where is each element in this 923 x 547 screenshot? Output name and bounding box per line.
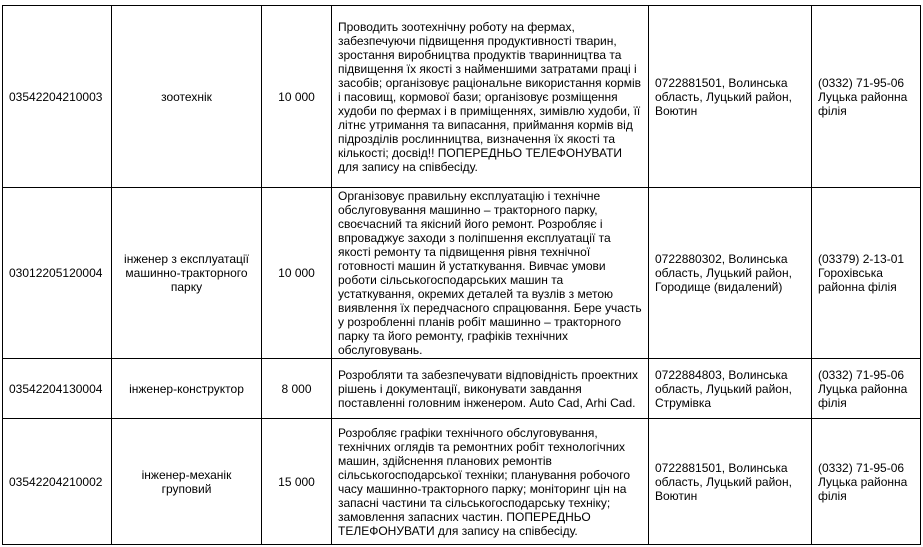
vacancy-office: (0332) 71-95-06 Луцька районна філія	[812, 359, 921, 419]
vacancy-contact: 0722881501, Волинська область, Луцький район, Воютин	[649, 6, 812, 188]
vacancy-description: Проводить зоотехнічну роботу на фермах, забезпечуючи підвищення продуктивності тварин, зростання виробництва продуктів тваринництва та підвищення їх якості з найменшими затратами праці і засобів; організовує раціональне використання кормів і пасовищ, кормової бази; організовує розміщення худоби по фермах і в приміщеннях, зимівлю худоби, її літнє утримання та випасання, приймання кормів від підрозділів рослинництва, визначення їх якості та кількості; досвід!! ПОПЕРЕДНЬО ТЕЛЕФОНУВАТИ для запису на співбесіду.	[332, 6, 649, 188]
vacancy-description: Розробляти та забезпечувати відповідність проектних рішень і документації, виконувати завдання поставленні головним інженером. Auto Cad, Arhi Cad.	[332, 359, 649, 419]
vacancy-code: 03542204210003	[3, 6, 112, 188]
vacancy-contact: 0722881501, Волинська область, Луцький район, Воютин	[649, 419, 812, 545]
vacancies-table	[2, 5, 921, 545]
vacancy-title: зоотехнік	[112, 6, 262, 188]
table-row	[3, 359, 921, 419]
vacancy-salary: 10 000	[262, 6, 332, 188]
vacancy-contact: 0722880302, Волинська область, Луцький район, Городище (видалений)	[649, 188, 812, 359]
vacancy-salary: 8 000	[262, 359, 332, 419]
vacancy-description: Розробляє графіки технічного обслуговування, технічних оглядів та ремонтних робіт технологічних машин, здійснення планових ремонтів сільськогосподарської техніки; планування робочого часу машинно-тракторного парку; моніторинг цін на запасні частини та сільськогосподарську техніку; замовлення запасних частин. ПОПЕРЕДНЬО ТЕЛЕФОНУВАТИ для запису на співбесіду.	[332, 419, 649, 545]
vacancy-code: 03012205120004	[3, 188, 112, 359]
vacancy-contact: 0722884803, Волинська область, Луцький район, Струмівка	[649, 359, 812, 419]
vacancy-title: інженер-механік груповий	[112, 419, 262, 545]
vacancy-code: 03542204210002	[3, 419, 112, 545]
vacancy-office: (0332) 71-95-06 Луцька районна філія	[812, 419, 921, 545]
vacancy-title: інженер з експлуатації машинно-тракторного парку	[112, 188, 262, 359]
vacancy-description: Організовує правильну експлуатацію і технічне обслуговування машинно – тракторного парку, своєчасний та якісний його ремонт. Розробляє і впроваджує заходи з поліпшення експлуатації та якості ремонту та підвищення рівня технічної готовності машин й устаткування. Вивчає умови роботи сільськогосподарських машин та устаткування, окремих деталей та вузлів з метою виявлення їх передчасного спрацювання. Бере участь у розробленні планів робіт машинно – тракторного парку та його ремонту, графіків технічних обслуговувань.	[332, 188, 649, 359]
table-row	[3, 419, 921, 545]
vacancy-office: (0332) 71-95-06 Луцька районна філія	[812, 6, 921, 188]
table-row	[3, 6, 921, 188]
table-row	[3, 188, 921, 359]
vacancy-salary: 15 000	[262, 419, 332, 545]
vacancy-title: інженер-конструктор	[112, 359, 262, 419]
vacancy-salary: 10 000	[262, 188, 332, 359]
vacancy-code: 03542204130004	[3, 359, 112, 419]
vacancy-office: (03379) 2-13-01 Горохівська районна філія	[812, 188, 921, 359]
